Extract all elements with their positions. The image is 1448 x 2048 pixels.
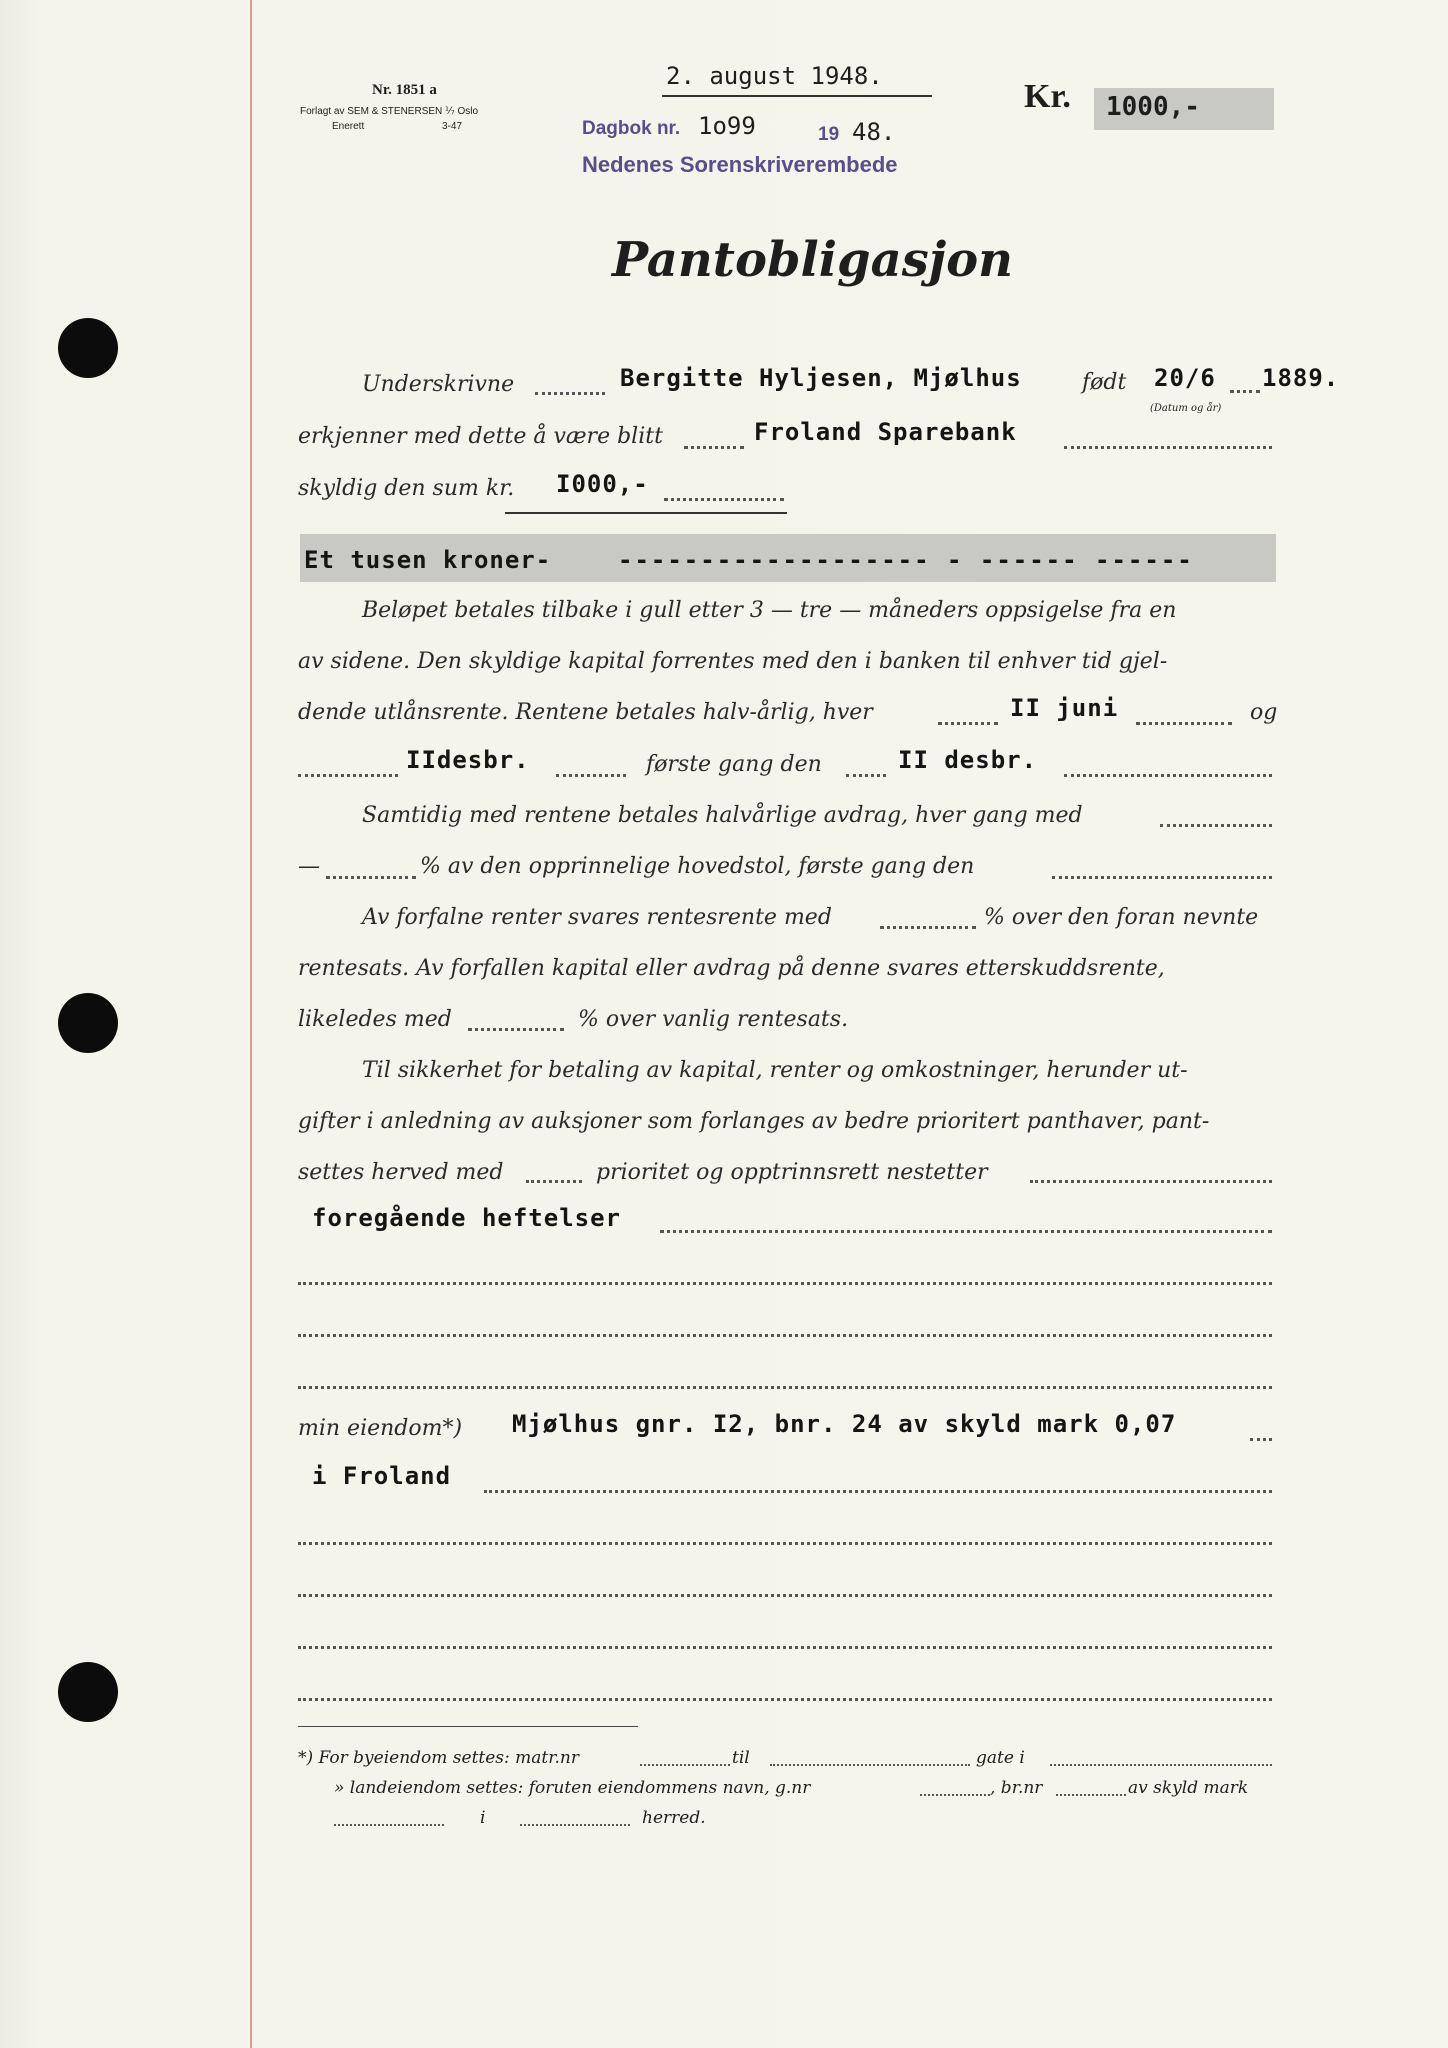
overdue-text-1: Av forfalne renter svares rentesrente med	[362, 905, 832, 930]
dotted-leader	[640, 1764, 730, 1766]
sum-value: I000,-	[556, 470, 649, 498]
dotted-leader	[1230, 390, 1260, 393]
dotted-leader	[1250, 1438, 1272, 1441]
dotted-leader	[920, 1794, 990, 1796]
dotted-leader	[660, 1230, 1272, 1233]
dotted-leader	[1030, 1180, 1272, 1183]
footnote-line-1b: til	[732, 1748, 750, 1768]
footnote-line-3b: herred.	[642, 1808, 706, 1828]
creditor-name: Froland Sparebank	[754, 418, 1017, 446]
overdue-text-3a: likeledes med	[298, 1007, 452, 1032]
footnote-line-2c: av skyld mark	[1128, 1778, 1249, 1798]
footnote-rule	[298, 1726, 638, 1727]
footnote-line-1a: *) For byeiendom settes: matr.nr	[298, 1748, 579, 1768]
creditor-label: erkjenner med dette å være blitt	[298, 424, 663, 449]
sum-in-words: Et tusen kroner-	[304, 546, 552, 574]
sum-dash-fill: ------------------- - ------ ------	[618, 546, 1194, 574]
margin-rule	[250, 0, 252, 2048]
interest-text: dende utlånsrente. Rentene betales halv-årlig, hver	[298, 700, 873, 725]
dotted-leader	[1064, 446, 1272, 449]
punch-hole-top	[58, 318, 118, 378]
installment-dash: —	[298, 854, 320, 879]
interest-date-1: II juni	[1010, 694, 1119, 722]
repayment-text-1: Beløpet betales tilbake i gull etter 3 — tre — måneders oppsigelse fra en	[362, 598, 1177, 623]
dotted-leader	[535, 392, 605, 395]
footnote-line-2b: , br.nr	[990, 1778, 1043, 1798]
dotted-leader	[1056, 1794, 1126, 1796]
dotted-leader	[846, 774, 886, 777]
overdue-text-1b: % over den foran nevnte	[984, 905, 1259, 930]
dotted-leader	[484, 1490, 1272, 1493]
security-text-2: gifter i anledning av auksjoner som forlanges av bedre prioritert panthaver, pant-	[298, 1109, 1210, 1134]
form-number: Nr. 1851 a	[372, 82, 437, 98]
dotted-leader	[664, 498, 784, 501]
dotted-leader	[298, 1542, 1272, 1545]
dotted-leader	[1050, 1764, 1272, 1766]
debtor-label: Underskrivne	[362, 372, 515, 397]
property-location: i Froland	[312, 1462, 452, 1490]
security-text-3b: prioritet og opptrinnsrett nestetter	[596, 1160, 988, 1185]
dotted-leader	[880, 926, 976, 929]
security-text-3a: settes herved med	[298, 1160, 504, 1185]
court-office-stamp: Nedenes Sorenskriverembede	[582, 152, 898, 177]
dotted-leader	[520, 1824, 630, 1826]
overdue-text-3b: % over vanlig rentesats.	[578, 1007, 849, 1032]
installment-text-2: % av den opprinnelige hovedstol, første gang den	[420, 854, 975, 879]
journal-label: Dagbok nr.	[582, 118, 681, 139]
dotted-leader	[1052, 876, 1272, 879]
dotted-leader	[326, 876, 416, 879]
property-label: min eiendom*)	[298, 1416, 463, 1441]
dotted-leader	[298, 1594, 1272, 1597]
footnote-line-1c: gate i	[976, 1748, 1025, 1768]
publisher-line: Forlagt av SEM & STENERSEN ⅐ Oslo	[300, 106, 479, 117]
interest-date-3: II desbr.	[898, 746, 1038, 774]
dotted-leader	[1136, 722, 1232, 725]
dotted-leader	[468, 1028, 564, 1031]
dotted-leader	[298, 1698, 1272, 1701]
journal-year-suffix: 48.	[852, 118, 896, 146]
date-underline	[662, 95, 932, 97]
repayment-text-2: av sidene. Den skyldige kapital forrentes med den i banken til enhver tid gjel-	[298, 649, 1168, 674]
debtor-name: Bergitte Hyljesen, Mjølhus	[620, 364, 1022, 392]
document-date: 2. august 1948.	[666, 62, 883, 90]
dotted-leader	[334, 1824, 444, 1826]
birth-year: 1889.	[1262, 364, 1340, 392]
publisher-code: 3-47	[442, 121, 463, 132]
dotted-leader	[298, 1282, 1272, 1285]
born-label: født	[1082, 370, 1127, 395]
dotted-leader	[526, 1180, 582, 1183]
dotted-leader	[298, 1334, 1272, 1337]
installment-text-1: Samtidig med rentene betales halvårlige avdrag, hver gang med	[362, 803, 1083, 828]
security-text-1: Til sikkerhet for betaling av kapital, renter og omkostninger, herunder ut-	[362, 1058, 1188, 1083]
first-time-label: første gang den	[646, 752, 822, 777]
dotted-leader	[298, 774, 398, 777]
sum-underline	[505, 512, 787, 514]
dotted-leader	[298, 1386, 1272, 1389]
journal-year-prefix: 19	[818, 124, 840, 145]
punch-hole-bottom	[58, 1662, 118, 1722]
property-description: Mjølhus gnr. I2, bnr. 24 av skyld mark 0,07	[512, 1410, 1177, 1438]
punch-hole-middle	[58, 993, 118, 1053]
prior-liens: foregående heftelser	[312, 1204, 621, 1232]
publisher-enerett: Enerett	[332, 121, 365, 132]
dotted-leader	[298, 1646, 1272, 1649]
birth-day: 20/6	[1154, 364, 1216, 392]
og-label: og	[1250, 700, 1278, 725]
amount-value: 1000,-	[1106, 92, 1200, 122]
sum-label: skyldig den sum kr.	[298, 476, 515, 501]
dotted-leader	[770, 1764, 970, 1766]
dotted-leader	[1160, 824, 1272, 827]
journal-number: 1o99	[698, 112, 756, 140]
dotted-leader	[684, 446, 744, 449]
date-hint: (Datum og år)	[1150, 403, 1222, 414]
dotted-leader	[556, 774, 626, 777]
dotted-leader	[938, 722, 998, 725]
footnote-line-3a: i	[480, 1808, 486, 1828]
footnote-line-2a: » landeiendom settes: foruten eiendommens navn, g.nr	[334, 1778, 811, 1798]
interest-date-2: IIdesbr.	[406, 746, 530, 774]
amount-label: Kr.	[1024, 78, 1071, 115]
document-title: Pantobligasjon	[612, 232, 1013, 288]
dotted-leader	[1064, 774, 1272, 777]
overdue-text-2: rentesats. Av forfallen kapital eller avdrag på denne svares etterskuddsrente,	[298, 956, 1165, 981]
